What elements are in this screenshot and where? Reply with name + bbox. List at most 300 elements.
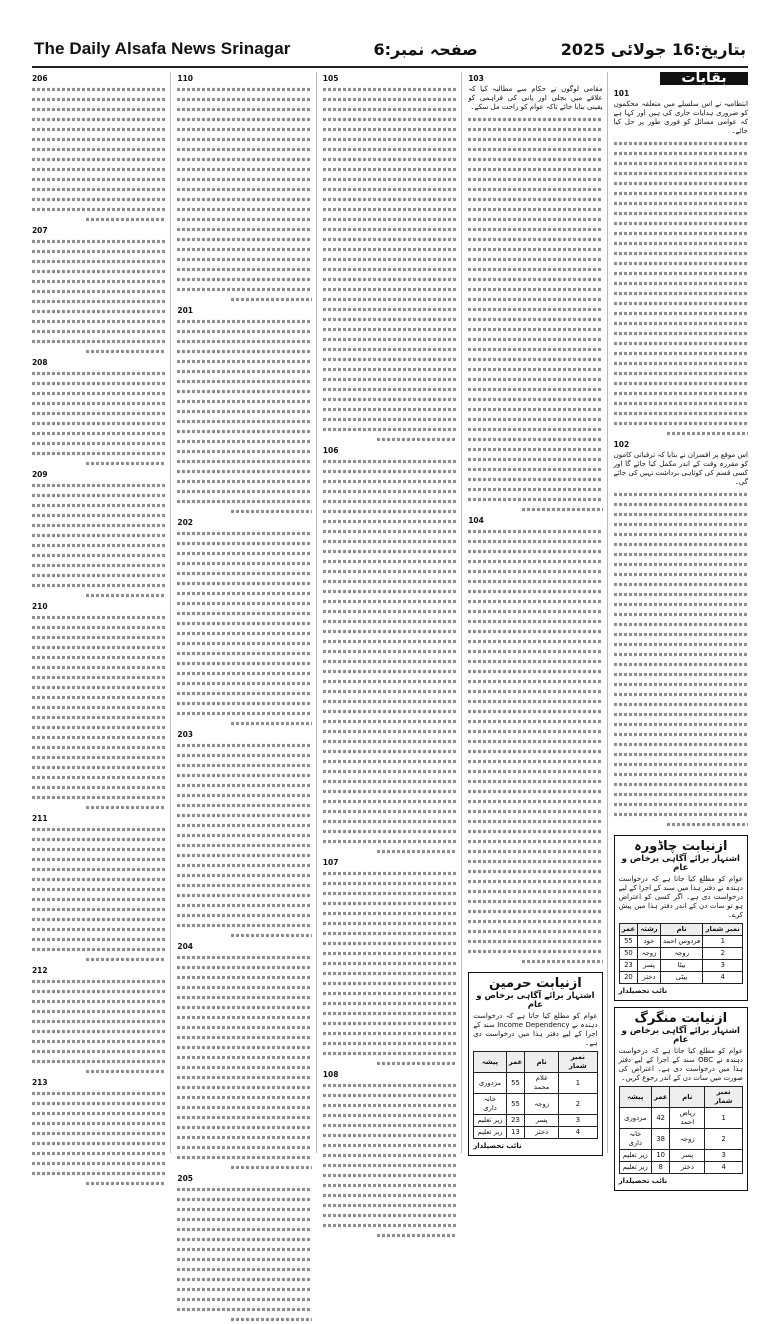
text-line bbox=[468, 338, 602, 341]
text-line bbox=[323, 1002, 457, 1005]
text-line bbox=[32, 98, 166, 101]
text-line bbox=[323, 540, 457, 543]
text-line bbox=[323, 800, 457, 803]
item-number: 206 bbox=[31, 74, 48, 83]
text-line bbox=[177, 98, 311, 101]
text-line bbox=[32, 178, 166, 181]
text-line bbox=[614, 352, 748, 355]
text-line bbox=[177, 268, 311, 271]
text-line bbox=[468, 540, 602, 543]
text-line bbox=[32, 534, 166, 537]
text-line bbox=[32, 382, 166, 385]
table-row: 1 ریاض احمد 42 مزدوری bbox=[619, 1108, 742, 1129]
notice-chadoora bbox=[614, 835, 748, 1001]
text-line bbox=[468, 358, 602, 361]
text-line bbox=[468, 880, 602, 883]
text-block bbox=[32, 85, 166, 224]
text-line bbox=[323, 490, 457, 493]
text-line bbox=[177, 956, 311, 959]
section-title: بقایات bbox=[660, 72, 748, 85]
text-line bbox=[323, 1104, 457, 1107]
text-line bbox=[614, 182, 748, 185]
text-line bbox=[377, 438, 458, 441]
text-line bbox=[468, 680, 602, 683]
text-line bbox=[468, 670, 602, 673]
text-line bbox=[32, 766, 166, 769]
text-line bbox=[177, 692, 311, 695]
text-block bbox=[32, 977, 166, 1076]
table-row: 3 بیٹا پسر 23 bbox=[619, 960, 742, 972]
text-line bbox=[177, 238, 311, 241]
text-line bbox=[177, 874, 311, 877]
text-line bbox=[323, 982, 457, 985]
text-line bbox=[323, 348, 457, 351]
text-line bbox=[323, 328, 457, 331]
text-line bbox=[177, 1076, 311, 1079]
text-line bbox=[468, 488, 602, 491]
text-line bbox=[614, 813, 748, 816]
text-line bbox=[323, 720, 457, 723]
notice-body: عوام کو مطلع کیا جاتا ہے کہ درخواست دہندہ نے دفتر ہذا میں سند کے اجرا کے لیے درخواست دی ہے۔ اگر کسی کو اعتراض ہو تو سات دن کے اندر دفتر ہذا میں پیش کرے۔ bbox=[618, 875, 743, 919]
text-line bbox=[32, 340, 166, 343]
text-line bbox=[177, 642, 311, 645]
text-line bbox=[177, 854, 311, 857]
text-line bbox=[177, 612, 311, 615]
text-line bbox=[177, 500, 311, 503]
text-line bbox=[32, 514, 166, 517]
text-line bbox=[323, 418, 457, 421]
text-line bbox=[32, 584, 166, 587]
table-row: 4 بیٹی دختر 20 bbox=[619, 972, 742, 984]
text-line bbox=[32, 706, 166, 709]
text-line bbox=[323, 278, 457, 281]
text-line bbox=[32, 128, 166, 131]
text-line bbox=[614, 783, 748, 786]
text-line bbox=[614, 663, 748, 666]
text-line bbox=[177, 864, 311, 867]
text-line bbox=[177, 1036, 311, 1039]
text-line bbox=[32, 564, 166, 567]
table-header: نمبر شمار bbox=[559, 1052, 597, 1073]
text-line bbox=[32, 250, 166, 253]
text-line bbox=[32, 858, 166, 861]
text-line bbox=[177, 330, 311, 333]
text-block bbox=[177, 529, 311, 728]
text-line bbox=[468, 910, 602, 913]
text-line bbox=[377, 1062, 458, 1065]
text-line bbox=[614, 342, 748, 345]
text-line bbox=[177, 1016, 311, 1019]
text-line bbox=[177, 966, 311, 969]
text-line bbox=[468, 550, 602, 553]
text-line bbox=[614, 563, 748, 566]
table-header: پیشہ bbox=[619, 1087, 651, 1108]
text-line bbox=[323, 138, 457, 141]
text-block bbox=[323, 457, 457, 856]
text-line bbox=[177, 340, 311, 343]
text-line bbox=[323, 258, 457, 261]
text-line bbox=[614, 633, 748, 636]
text-line bbox=[86, 806, 167, 809]
text-line bbox=[323, 520, 457, 523]
text-line bbox=[323, 480, 457, 483]
text-line bbox=[522, 508, 603, 511]
text-line bbox=[323, 108, 457, 111]
text-line bbox=[323, 882, 457, 885]
text-block bbox=[323, 869, 457, 1068]
text-line bbox=[323, 338, 457, 341]
text-line bbox=[177, 622, 311, 625]
text-line bbox=[614, 142, 748, 145]
text-line bbox=[614, 653, 748, 656]
text-line bbox=[32, 1020, 166, 1023]
text-block bbox=[177, 85, 311, 304]
table-row: 1 غلام محمد 55 مزدوری bbox=[474, 1073, 597, 1094]
text-line bbox=[614, 553, 748, 556]
text-line bbox=[323, 922, 457, 925]
text-line bbox=[177, 88, 311, 91]
text-line bbox=[177, 430, 311, 433]
text-line bbox=[614, 232, 748, 235]
text-line bbox=[468, 228, 602, 231]
text-line bbox=[614, 683, 748, 686]
text-line bbox=[177, 320, 311, 323]
text-line bbox=[468, 740, 602, 743]
text-line bbox=[177, 148, 311, 151]
table-header: عمر bbox=[506, 1052, 524, 1073]
text-line bbox=[468, 790, 602, 793]
item-number: 104 bbox=[468, 516, 484, 525]
text-line bbox=[32, 756, 166, 759]
text-line bbox=[323, 238, 457, 241]
text-line bbox=[177, 1278, 311, 1281]
text-line bbox=[323, 298, 457, 301]
notice-table bbox=[619, 923, 743, 984]
text-line bbox=[32, 1142, 166, 1145]
text-line bbox=[177, 744, 311, 747]
text-line bbox=[177, 1238, 311, 1241]
text-line bbox=[32, 980, 166, 983]
table-row: 4 دختر 8 زیر تعلیم bbox=[619, 1162, 742, 1174]
text-line bbox=[614, 252, 748, 255]
text-line bbox=[614, 192, 748, 195]
text-line bbox=[177, 248, 311, 251]
item-number: 110 bbox=[177, 74, 194, 83]
text-line bbox=[323, 790, 457, 793]
text-line bbox=[177, 794, 311, 797]
notice-subtitle: اشتہار برائے آگاہی برخاص و عام bbox=[621, 854, 740, 873]
text-line bbox=[32, 796, 166, 799]
text-line bbox=[614, 262, 748, 265]
text-line bbox=[177, 834, 311, 837]
text-line bbox=[468, 448, 602, 451]
notice-magam bbox=[614, 1007, 748, 1191]
text-line bbox=[177, 672, 311, 675]
text-line bbox=[177, 1188, 311, 1191]
text-line bbox=[468, 318, 602, 321]
text-line bbox=[177, 1026, 311, 1029]
text-line bbox=[323, 460, 457, 463]
text-line bbox=[323, 560, 457, 563]
text-line bbox=[468, 388, 602, 391]
text-line bbox=[323, 218, 457, 221]
text-line bbox=[323, 88, 457, 91]
text-line bbox=[468, 368, 602, 371]
text-line bbox=[177, 440, 311, 443]
text-line bbox=[32, 838, 166, 841]
text-line bbox=[614, 382, 748, 385]
table-row: 2 زوجہ زوجہ 50 bbox=[619, 948, 742, 960]
text-line bbox=[323, 690, 457, 693]
text-line bbox=[468, 920, 602, 923]
text-line bbox=[468, 278, 602, 281]
text-line bbox=[32, 310, 166, 313]
text-line bbox=[177, 188, 311, 191]
text-line bbox=[323, 1204, 457, 1207]
text-line bbox=[614, 603, 748, 606]
text-line bbox=[177, 562, 311, 565]
article-columns bbox=[31, 70, 748, 1185]
text-line bbox=[323, 912, 457, 915]
text-line bbox=[323, 188, 457, 191]
text-line bbox=[468, 118, 602, 121]
table-row: 1 فردوس احمد خود 55 bbox=[619, 936, 742, 948]
text-line bbox=[468, 720, 602, 723]
text-line bbox=[323, 550, 457, 553]
table-header: نام bbox=[660, 924, 703, 936]
notice-subtitle: اشتہار برائے آگاہی برخاص و عام bbox=[476, 991, 595, 1010]
text-line bbox=[323, 610, 457, 613]
text-line bbox=[32, 1172, 166, 1175]
text-line bbox=[32, 188, 166, 191]
table-header: رشتہ bbox=[638, 924, 661, 936]
notice-table bbox=[619, 1086, 743, 1174]
text-line bbox=[468, 308, 602, 311]
text-line bbox=[177, 1056, 311, 1059]
notice-body: عوام کو مطلع کیا جاتا ہے کہ درخواست دہندہ نے OBC سند کے اجرا کے لیے دفتر ہذا میں درخواست دی ہے۔ اعتراض کی صورت میں سات دن کے اندر رجوع کریں۔ bbox=[618, 1047, 744, 1082]
text-line bbox=[177, 976, 311, 979]
text-line bbox=[323, 198, 457, 201]
text-line bbox=[614, 212, 748, 215]
text-line bbox=[323, 128, 457, 131]
text-line bbox=[32, 148, 166, 151]
column-3 bbox=[323, 72, 462, 1153]
text-line bbox=[32, 888, 166, 891]
text-block bbox=[177, 953, 311, 1172]
text-line bbox=[323, 730, 457, 733]
text-line bbox=[177, 460, 311, 463]
text-line bbox=[323, 942, 457, 945]
text-line bbox=[177, 410, 311, 413]
item-number: 202 bbox=[177, 518, 194, 527]
text-line bbox=[468, 620, 602, 623]
text-line bbox=[468, 560, 602, 563]
text-line bbox=[614, 703, 748, 706]
text-line bbox=[177, 1046, 311, 1049]
text-line bbox=[32, 290, 166, 293]
text-line bbox=[32, 108, 166, 111]
text-line bbox=[177, 754, 311, 757]
text-line bbox=[177, 572, 311, 575]
text-block bbox=[32, 369, 166, 468]
text-line bbox=[177, 552, 311, 555]
text-line bbox=[177, 784, 311, 787]
table-row: 4 دختر 13 زیر تعلیم bbox=[474, 1127, 597, 1139]
item-number: 213 bbox=[31, 1078, 48, 1087]
text-block bbox=[32, 481, 166, 600]
text-line bbox=[468, 438, 602, 441]
text-line bbox=[32, 240, 166, 243]
text-line bbox=[323, 388, 457, 391]
text-block bbox=[614, 490, 748, 829]
text-line bbox=[32, 1000, 166, 1003]
text-line bbox=[614, 412, 748, 415]
text-line bbox=[32, 828, 166, 831]
text-block bbox=[323, 1081, 457, 1240]
text-line bbox=[468, 590, 602, 593]
item-number: 210 bbox=[31, 602, 48, 611]
text-line bbox=[468, 468, 602, 471]
text-line bbox=[614, 513, 748, 516]
notice-title: ازنیابت منگرگ bbox=[634, 1011, 728, 1026]
text-line bbox=[177, 258, 311, 261]
text-line bbox=[323, 118, 457, 121]
text-line bbox=[32, 300, 166, 303]
text-line bbox=[323, 962, 457, 965]
notice-body: عوام کو مطلع کیا جاتا ہے کہ درخواست دہندہ نے Income Dependency سند کے اجرا کے لیے دفتر ہذا میں درخواست دی ہے۔ bbox=[473, 1012, 598, 1047]
item-number: 106 bbox=[322, 446, 339, 455]
item-number: 108 bbox=[322, 1070, 339, 1079]
page-header bbox=[32, 32, 748, 68]
text-line bbox=[177, 582, 311, 585]
text-line bbox=[177, 1066, 311, 1069]
text-line bbox=[323, 1012, 457, 1015]
text-line bbox=[468, 840, 602, 843]
text-line bbox=[468, 268, 602, 271]
text-line bbox=[32, 412, 166, 415]
text-line bbox=[468, 940, 602, 943]
text-line bbox=[468, 178, 602, 181]
text-line bbox=[614, 763, 748, 766]
text-line bbox=[468, 478, 602, 481]
text-line bbox=[323, 1052, 457, 1055]
date-line: بتاریخ:16 جولائی 2025 bbox=[560, 39, 746, 59]
text-line bbox=[323, 1022, 457, 1025]
text-block bbox=[177, 741, 311, 940]
table-header: عمر bbox=[619, 924, 638, 936]
text-line bbox=[86, 462, 167, 465]
text-line bbox=[177, 1116, 311, 1119]
text-line bbox=[468, 238, 602, 241]
text-line bbox=[231, 1166, 312, 1169]
text-line bbox=[323, 178, 457, 181]
text-line bbox=[614, 162, 748, 165]
text-line bbox=[177, 1096, 311, 1099]
text-line bbox=[468, 328, 602, 331]
text-line bbox=[614, 773, 748, 776]
text-line bbox=[468, 428, 602, 431]
text-line bbox=[177, 996, 311, 999]
text-line bbox=[323, 408, 457, 411]
text-line bbox=[468, 580, 602, 583]
text-line bbox=[468, 128, 602, 131]
text-line bbox=[323, 428, 457, 431]
text-line bbox=[614, 543, 748, 546]
text-line bbox=[468, 860, 602, 863]
text-line bbox=[177, 1258, 311, 1261]
text-line bbox=[468, 418, 602, 421]
text-line bbox=[32, 928, 166, 931]
text-line bbox=[468, 610, 602, 613]
text-line bbox=[177, 108, 311, 111]
text-line bbox=[614, 573, 748, 576]
text-line bbox=[323, 470, 457, 473]
text-line bbox=[667, 432, 748, 435]
text-line bbox=[32, 908, 166, 911]
text-line bbox=[32, 504, 166, 507]
text-line bbox=[468, 850, 602, 853]
text-line bbox=[177, 350, 311, 353]
column-4 bbox=[177, 72, 316, 1183]
text-line bbox=[177, 178, 311, 181]
text-line bbox=[323, 1084, 457, 1087]
text-line bbox=[323, 992, 457, 995]
text-block bbox=[32, 613, 166, 812]
text-line bbox=[32, 666, 166, 669]
text-line bbox=[177, 1136, 311, 1139]
text-line bbox=[323, 872, 457, 875]
text-line bbox=[177, 814, 311, 817]
text-line bbox=[177, 702, 311, 705]
text-line bbox=[614, 172, 748, 175]
notice-table bbox=[473, 1051, 597, 1139]
text-line bbox=[177, 400, 311, 403]
text-line bbox=[614, 272, 748, 275]
text-line bbox=[323, 1124, 457, 1127]
text-line bbox=[32, 402, 166, 405]
text-line bbox=[32, 636, 166, 639]
table-row: 3 پسر 23 زیر تعلیم bbox=[474, 1115, 597, 1127]
text-line bbox=[614, 392, 748, 395]
table-row: 3 پسر 10 زیر تعلیم bbox=[619, 1150, 742, 1162]
text-line bbox=[468, 258, 602, 261]
text-line bbox=[468, 830, 602, 833]
text-line bbox=[468, 700, 602, 703]
text-line bbox=[32, 676, 166, 679]
masthead: The Daily Alsafa News Srinagar bbox=[34, 39, 291, 58]
text-line bbox=[32, 736, 166, 739]
text-line bbox=[177, 1288, 311, 1291]
text-line bbox=[522, 960, 603, 963]
text-line bbox=[32, 726, 166, 729]
text-line bbox=[323, 750, 457, 753]
text-line bbox=[177, 360, 311, 363]
text-block bbox=[32, 237, 166, 356]
text-line bbox=[468, 730, 602, 733]
text-line bbox=[468, 660, 602, 663]
text-line bbox=[177, 288, 311, 291]
text-line bbox=[468, 800, 602, 803]
text-line bbox=[323, 318, 457, 321]
text-line bbox=[468, 138, 602, 141]
text-line bbox=[323, 1144, 457, 1147]
text-line bbox=[177, 632, 311, 635]
text-line bbox=[323, 640, 457, 643]
text-line bbox=[614, 282, 748, 285]
text-line bbox=[614, 613, 748, 616]
text-line bbox=[323, 620, 457, 623]
text-line bbox=[177, 1198, 311, 1201]
